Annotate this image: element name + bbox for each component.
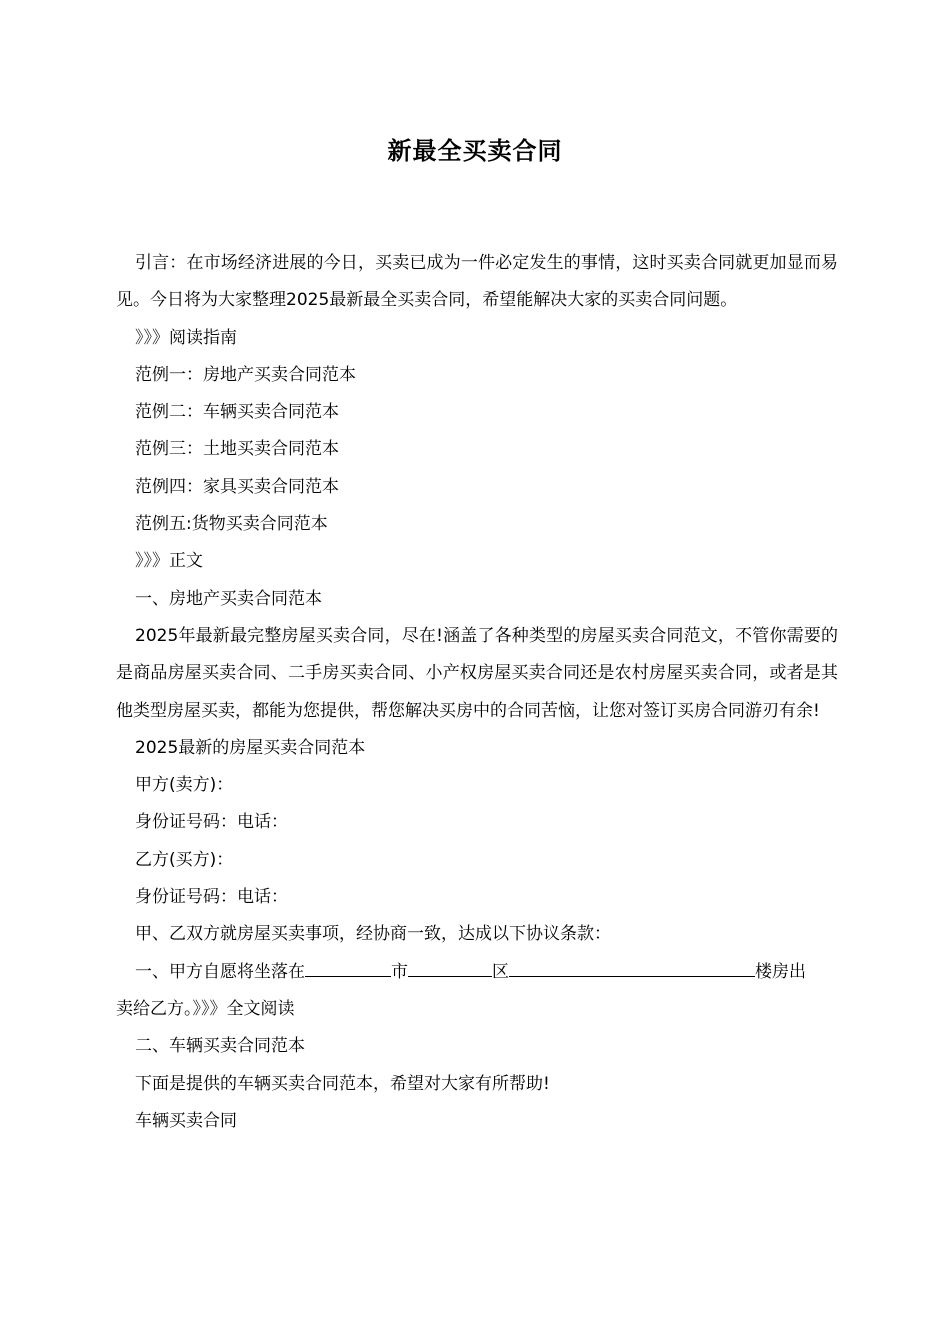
section2-paragraph: 下面是提供的车辆买卖合同范本，希望对大家有所帮助! [135, 1073, 550, 1094]
guide-item-2: 范例二：车辆买卖合同范本 [135, 402, 339, 423]
agreement-statement: 甲、乙双方就房屋买卖事项，经协商一致，达成以下协议条款： [135, 924, 611, 945]
guide-item-5: 范例五:货物买卖合同范本 [135, 514, 328, 535]
clause1-prefix: 一、甲方自愿将坐落在 [135, 961, 305, 982]
section1-paragraph: 2025年最新最完整房屋买卖合同，尽在!涵盖了各种类型的房屋买卖合同范文，不管你需要的是商品房屋买卖合同、二手房买卖合同、小产权房屋买卖合同还是农村房屋买卖合同，或者是其他类型房屋买卖，都能为您提供，帮您解决买房中的合同苦恼，让您对签订买房合同游刃有余! [116, 625, 838, 721]
clause1-blank-address [305, 958, 391, 977]
body-heading: 》》》正文 [135, 551, 203, 572]
party-a-label: 甲方(卖方)： [135, 775, 234, 796]
guide-item-1: 范例一：房地产买卖合同范本 [135, 364, 356, 385]
clause1-blank-district [509, 958, 755, 977]
party-a-id-label: 身份证号码：电话： [135, 812, 288, 833]
section2-heading: 二、车辆买卖合同范本 [135, 1036, 305, 1057]
section1-heading: 一、房地产买卖合同范本 [135, 588, 322, 609]
guide-item-4: 范例四：家具买卖合同范本 [135, 476, 339, 497]
clause1-suffix: 楼房出 [755, 961, 806, 982]
party-b-id-label: 身份证号码：电话： [135, 887, 288, 908]
clause1-blank-city [408, 958, 492, 977]
guide-heading: 》》》阅读指南 [135, 327, 237, 348]
section2-subtitle: 车辆买卖合同 [135, 1110, 237, 1131]
intro-paragraph: 引言：在市场经济进展的今日，买卖已成为一件必定发生的事情，这时买卖合同就更加显而易见。今日将为大家整理2025最新最全买卖合同，希望能解决大家的买卖合同问题。 [116, 253, 838, 311]
clause1-city: 市 [391, 961, 408, 982]
clause1-line [116, 954, 838, 991]
section1-subtitle: 2025最新的房屋买卖合同范本 [135, 737, 366, 758]
clause1-district: 区 [492, 961, 509, 982]
document-body [116, 245, 838, 1140]
document-title: 新最全买卖合同 [387, 137, 563, 165]
clause1-line2: 卖给乙方。》》》全文阅读 [116, 998, 295, 1019]
party-b-label: 乙方(买方)： [135, 849, 234, 870]
guide-item-3: 范例三：土地买卖合同范本 [135, 439, 339, 460]
